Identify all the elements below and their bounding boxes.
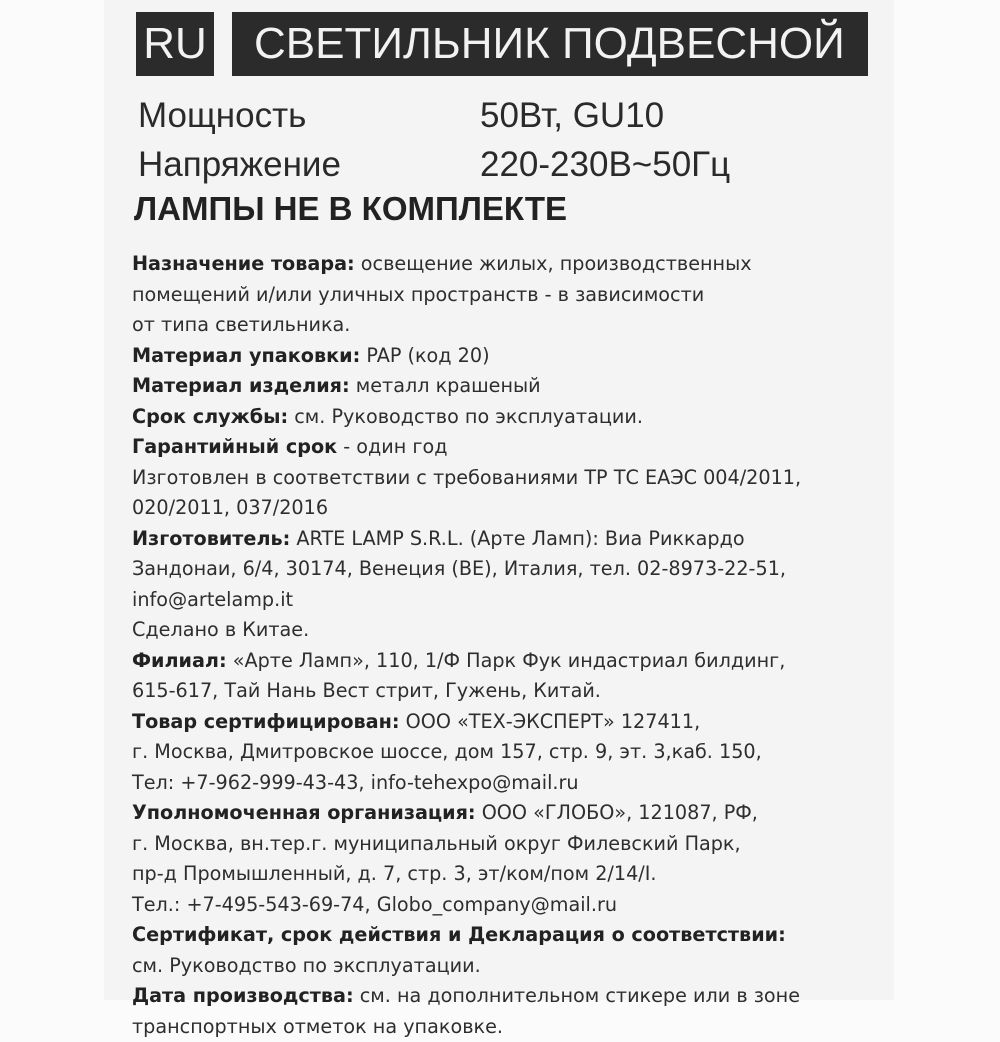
language-badge: RU (136, 12, 214, 76)
text-line (132, 341, 832, 372)
line-text: г. Москва, вн.тер.г. муниципальный округ Филевский Парк, (132, 832, 741, 855)
line-text: 020/2011, 037/2016 (132, 496, 328, 519)
line-text: г. Москва, Дмитровское шоссе, дом 157, стр. 9, эт. 3,каб. 150, (132, 740, 762, 763)
line-heading: Товар сертифицирован: (132, 710, 400, 733)
line-text: Тел.: +7-495-543-69-74, Globo_company@mail.ru (132, 893, 617, 916)
spec-value: 50Вт, GU10 (480, 96, 664, 136)
line-text: ООО «ГЛОБО», 121087, РФ, (476, 801, 758, 824)
text-line (132, 890, 832, 921)
product-title: СВЕТИЛЬНИК ПОДВЕСНОЙ (232, 12, 868, 76)
text-line (132, 585, 832, 616)
line-text: пр-д Промышленный, д. 7, стр. 3, эт/ком/пом 2/14/I. (132, 862, 657, 885)
line-text: Изготовлен в соответствии с требованиями ТР ТС ЕАЭС 004/2011, (132, 466, 801, 489)
line-text: ООО «ТЕХ-ЭКСПЕРТ» 127411, (400, 710, 701, 733)
text-line (132, 1012, 832, 1042)
text-line (132, 829, 832, 860)
line-text: освещение жилых, производственных (355, 252, 752, 275)
text-line (132, 371, 832, 402)
line-text: PAP (код 20) (360, 344, 489, 367)
line-heading: Назначение товара: (132, 252, 355, 275)
line-text: «Арте Ламп», 110, 1/Ф Парк Фук индастриал билдинг, (227, 649, 786, 672)
line-heading: Сертификат, срок действия и Декларация о соответствии: (132, 923, 786, 946)
text-line (132, 249, 832, 280)
line-text: ARTE LAMP S.R.L. (Арте Ламп): Виа Риккардо (290, 527, 744, 550)
lamps-not-included-warning: ЛАМПЫ НЕ В КОМПЛЕКТЕ (134, 190, 567, 228)
line-text: info@artelamp.it (132, 588, 293, 611)
line-text: - один год (337, 435, 447, 458)
line-text: от типа светильника. (132, 313, 350, 336)
spec-voltage (138, 145, 341, 185)
line-heading: Дата производства: (132, 984, 354, 1007)
line-heading: Филиал: (132, 649, 227, 672)
spec-value: 220-230В~50Гц (480, 145, 730, 185)
text-line (132, 798, 832, 829)
line-text: Тел: +7-962-999-43-43, info-tehexpo@mail.ru (132, 771, 579, 794)
text-line (132, 310, 832, 341)
line-text: 615-617, Тай Нань Вест стрит, Гужень, Китай. (132, 679, 601, 702)
text-line (132, 951, 832, 982)
line-text: помещений и/или уличных пространств - в зависимости (132, 283, 704, 306)
text-line (132, 676, 832, 707)
spec-label: Мощность (138, 96, 306, 135)
line-heading: Уполномоченная организация: (132, 801, 476, 824)
text-line (132, 707, 832, 738)
line-text: см. Руководство по эксплуатации. (132, 954, 481, 977)
line-text: транспортных отметок на упаковке. (132, 1015, 503, 1038)
line-text: Сделано в Китае. (132, 618, 309, 641)
spec-power (138, 96, 306, 136)
line-text: см. на дополнительном стикере или в зоне (354, 984, 800, 1007)
text-line (132, 768, 832, 799)
line-heading: Гарантийный срок (132, 435, 337, 458)
line-text: металл крашеный (350, 374, 541, 397)
text-line (132, 432, 832, 463)
text-line (132, 524, 832, 555)
text-line (132, 920, 832, 951)
text-line (132, 554, 832, 585)
line-text: см. Руководство по эксплуатации. (288, 405, 643, 428)
spec-label: Напряжение (138, 145, 341, 184)
line-heading: Срок службы: (132, 405, 288, 428)
line-heading: Материал упаковки: (132, 344, 360, 367)
text-line (132, 859, 832, 890)
product-description (132, 249, 832, 1042)
text-line (132, 280, 832, 311)
text-line (132, 615, 832, 646)
text-line (132, 646, 832, 677)
line-heading: Материал изделия: (132, 374, 350, 397)
text-line (132, 981, 832, 1012)
text-line (132, 493, 832, 524)
text-line (132, 463, 832, 494)
text-line (132, 402, 832, 433)
text-line (132, 737, 832, 768)
line-text: Зандонаи, 6/4, 30174, Венеция (BE), Италия, тел. 02-8973-22-51, (132, 557, 786, 580)
line-heading: Изготовитель: (132, 527, 290, 550)
